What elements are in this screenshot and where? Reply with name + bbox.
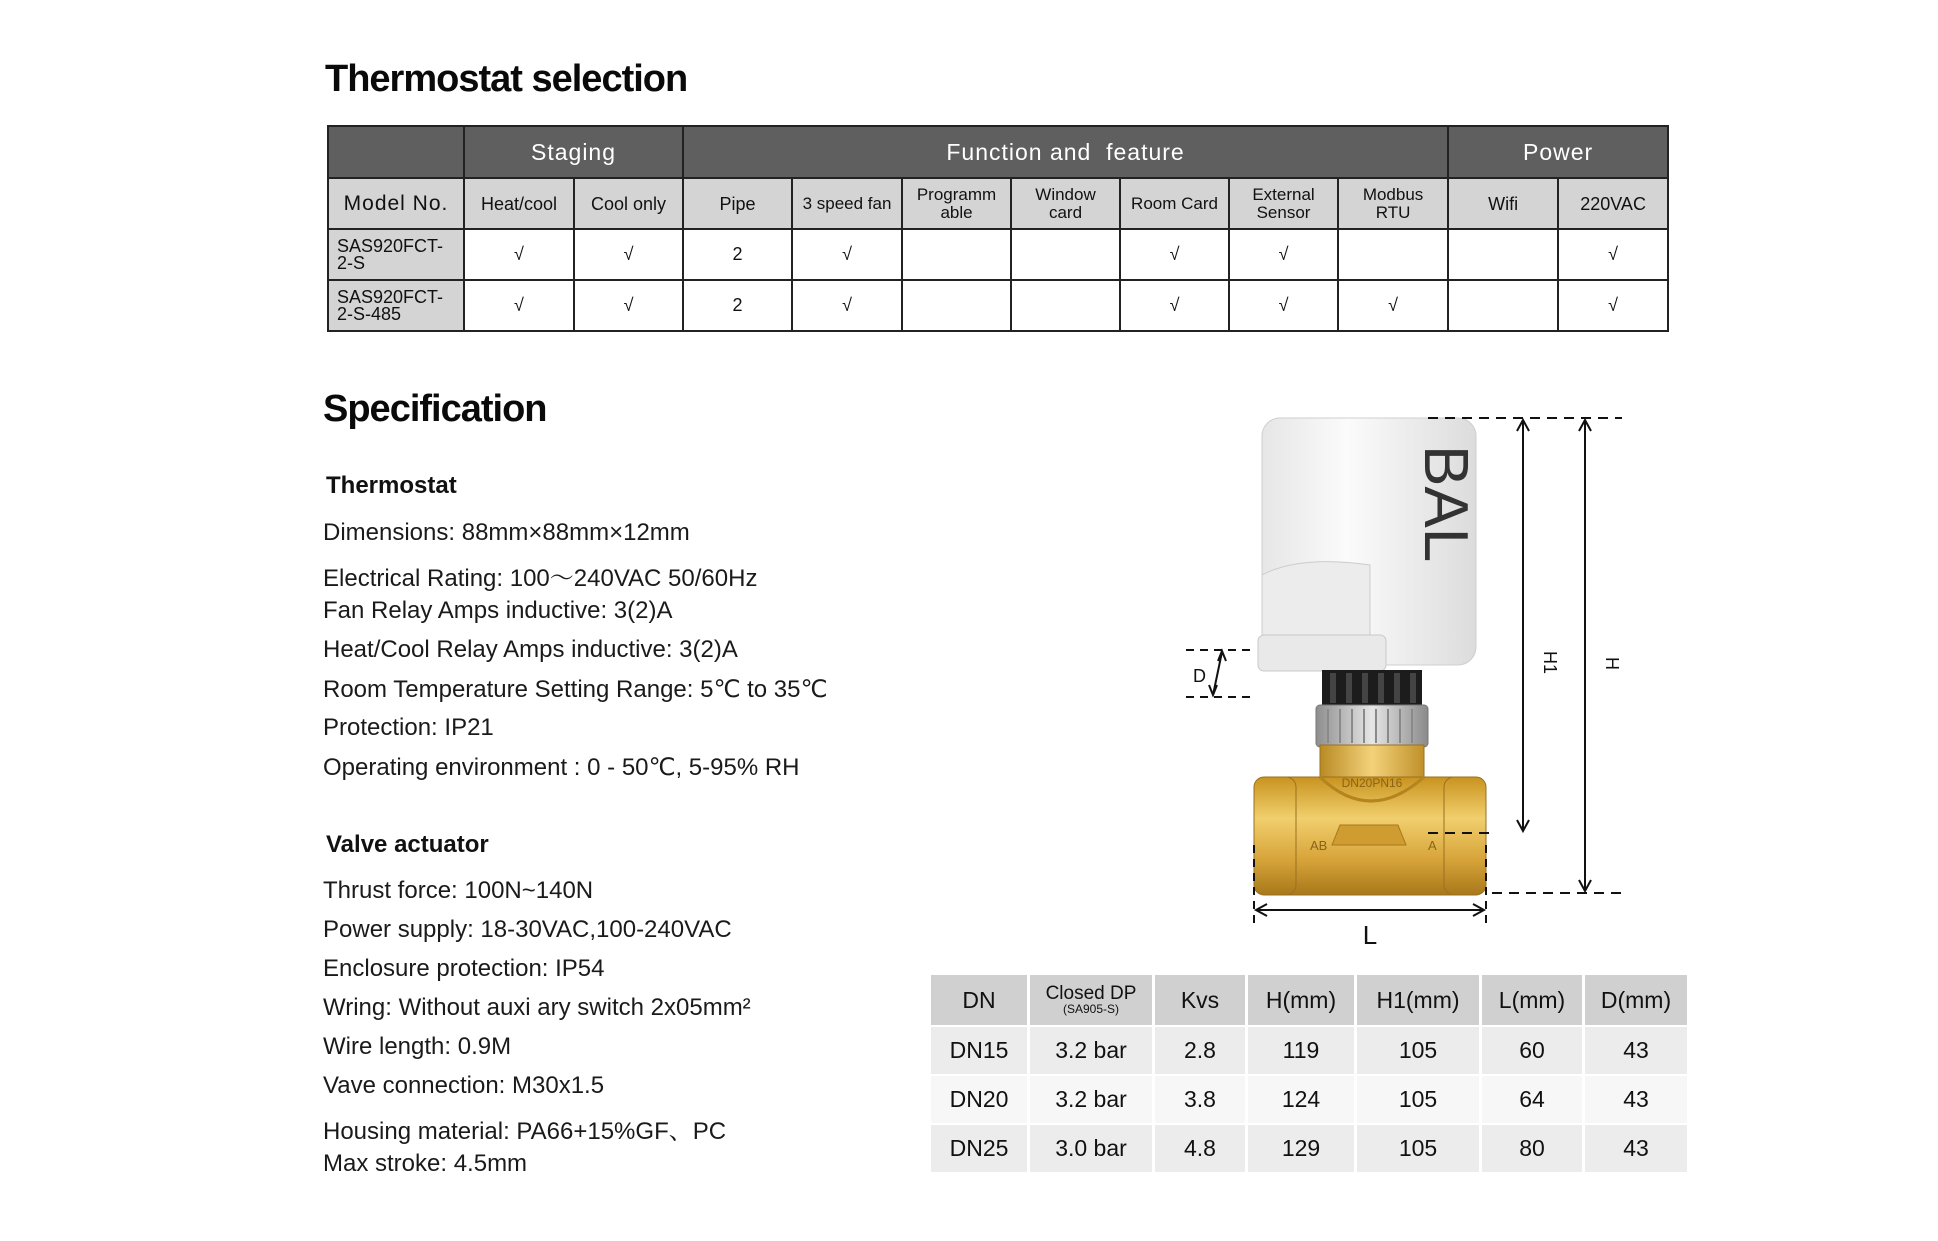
cell [902,280,1011,331]
cell: 3.2 bar [1030,1027,1152,1074]
cell: 3.2 bar [1030,1076,1152,1123]
closed-dp-sub: (SA905-S) [1062,1002,1120,1016]
cell: √ [1120,229,1229,280]
cell: √ [1229,229,1338,280]
cell: 43 [1585,1125,1687,1172]
closed-dp-label: Closed DP [1045,983,1137,1004]
thermostat-selection-table [327,125,1669,332]
spec-line: Thrust force: 100N~140N [323,877,594,904]
spec-line: Electrical Rating: 100～240VAC 50/60Hz [323,565,758,592]
dimension-header-row [931,975,1687,1025]
cell: 2 [683,280,792,331]
cell: DN20 [931,1076,1027,1123]
col-h: H(mm) [1248,975,1354,1025]
cell [1011,229,1120,280]
cell: 3.0 bar [1030,1125,1152,1172]
thermostat-selection-title: Thermostat selection [325,58,688,100]
port-ab-label: AB [1310,838,1328,853]
cell: 64 [1482,1076,1582,1123]
col-heat-cool: Heat/cool [464,178,574,229]
brass-valve-body [1254,745,1486,895]
row-model: SAS920FCT-2-S-485 [328,280,464,331]
col-kvs: Kvs [1155,975,1245,1025]
col-pipe: Pipe [683,178,792,229]
thermostat-heading: Thermostat [326,472,457,499]
specification-title: Specification [323,388,547,430]
cell: √ [1338,280,1448,331]
cell: DN25 [931,1125,1027,1172]
coupling [1322,670,1422,706]
col-external-sensor: External Sensor [1229,178,1338,229]
valve-dimension-diagram [1170,405,1650,965]
cell: 43 [1585,1027,1687,1074]
table-row [328,280,1668,331]
col-220vac: 220VAC [1558,178,1668,229]
cell: 4.8 [1155,1125,1245,1172]
cell: √ [574,280,683,331]
spec-line: Wire length: 0.9M [323,1033,512,1060]
col-modbus-rtu: Modbus RTU [1338,178,1448,229]
cell: √ [1120,280,1229,331]
cell [1448,280,1558,331]
cell [1448,229,1558,280]
cell: √ [464,229,574,280]
valve-dimension-table [928,973,1690,1174]
spec-line: Room Temperature Setting Range: 5℃ to 35℃ [323,676,828,703]
col-d: D(mm) [1585,975,1687,1025]
col-wifi: Wifi [1448,178,1558,229]
cell: √ [574,229,683,280]
port-a-label: A [1428,838,1437,853]
cell: 43 [1585,1076,1687,1123]
cell: 124 [1248,1076,1354,1123]
brand-label: BAL [1411,445,1480,563]
cell: 119 [1248,1027,1354,1074]
cell [1338,229,1448,280]
cell: 3.8 [1155,1076,1245,1123]
cell: 129 [1248,1125,1354,1172]
column-header-row [328,178,1668,229]
col-l: L(mm) [1482,975,1582,1025]
col-model-no: Model No. [328,178,464,229]
cell: 105 [1357,1076,1479,1123]
cell: √ [792,229,902,280]
group-header-power: Power [1448,126,1668,178]
spec-line: Max stroke: 4.5mm [323,1150,528,1177]
label-l: L [1362,920,1378,950]
spec-line: Wring: Without auxi ary switch 2x05mm² [323,994,751,1021]
cell: √ [464,280,574,331]
corner-cell [328,126,464,178]
spec-line: Protection: IP21 [323,714,494,741]
cell: 2 [683,229,792,280]
spec-line: Fan Relay Amps inductive: 3(2)A [323,597,673,624]
col-window-card: Window card [1011,178,1120,229]
cell: 2.8 [1155,1027,1245,1074]
label-d: D [1193,666,1206,686]
col-room-card: Room Card [1120,178,1229,229]
spec-line: Housing material: PA66+15%GF、PC [323,1118,727,1145]
cell: DN15 [931,1027,1027,1074]
table-row [931,1076,1687,1123]
table-row [328,229,1668,280]
col-cool-only: Cool only [574,178,683,229]
body-marking: DN20PN16 [1341,776,1403,790]
table-row [931,1125,1687,1172]
label-h: H [1602,657,1622,670]
table-row [931,1027,1687,1074]
cell: 60 [1482,1027,1582,1074]
cell: 80 [1482,1125,1582,1172]
spec-line: Enclosure protection: IP54 [323,955,605,982]
group-header-row [328,126,1668,178]
col-h1: H1(mm) [1357,975,1479,1025]
group-header-function: Function and feature [683,126,1448,178]
col-closed-dp [1030,975,1152,1025]
label-h1: H1 [1540,651,1560,675]
valve-actuator-heading: Valve actuator [326,831,489,858]
cell: 105 [1357,1027,1479,1074]
cell [902,229,1011,280]
col-programmable: Programm able [902,178,1011,229]
row-model: SAS920FCT-2-S [328,229,464,280]
col-3-speed-fan: 3 speed fan [792,178,902,229]
cell: √ [1558,229,1668,280]
spec-line: Heat/Cool Relay Amps inductive: 3(2)A [323,636,738,663]
spec-line: Power supply: 18-30VAC,100-240VAC [323,916,732,943]
cell: √ [1558,280,1668,331]
cell: √ [792,280,902,331]
col-dn: DN [931,975,1027,1025]
spec-line: Operating environment : 0 - 50℃, 5-95% RH [323,754,800,781]
cell: √ [1229,280,1338,331]
cell: 105 [1357,1125,1479,1172]
spec-line: Dimensions: 88mm×88mm×12mm [323,519,690,546]
spec-line: Vave connection: M30x1.5 [323,1072,605,1099]
group-header-staging: Staging [464,126,683,178]
cell [1011,280,1120,331]
